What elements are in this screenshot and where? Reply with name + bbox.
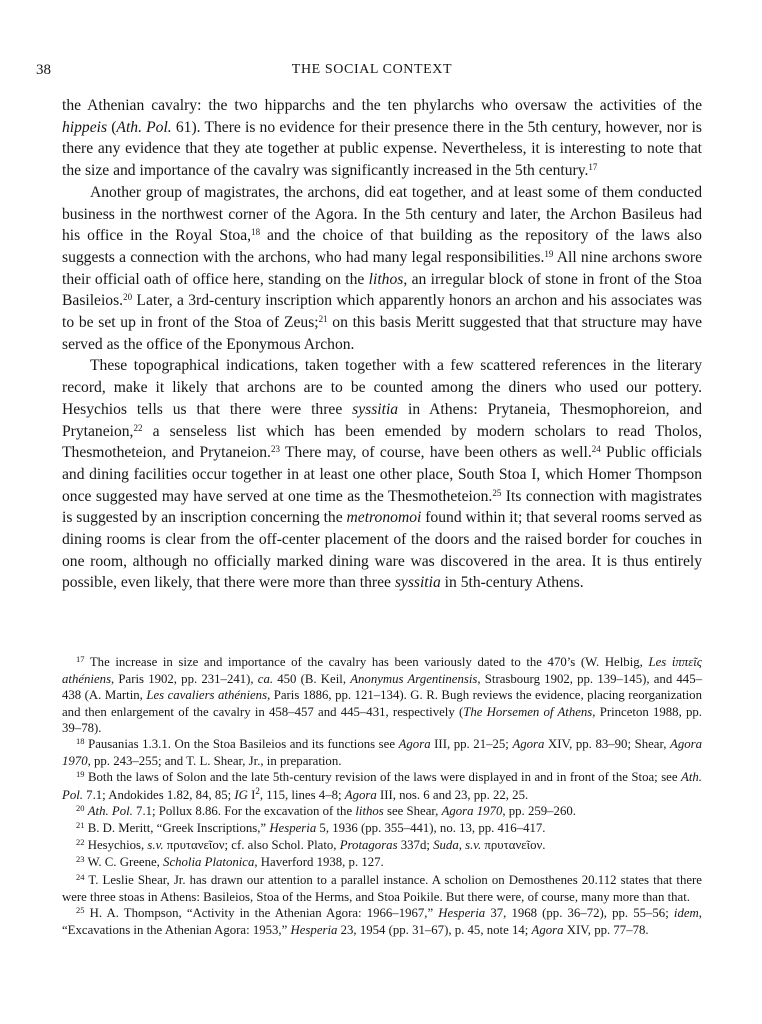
footnotes <box>62 654 702 938</box>
footnote-19: $^{19}$ Both the laws of Solon and the late 5th-century revision of the laws were displayed in and in front of the Stoa; see Ath. Pol. 7.1; Andokides 1.82, 84, 85; IG $I^2$, 115, lines 4–8; Agora III, nos. 6 and 23, pp. 22, 25. <box>62 769 702 802</box>
note-ref-23[interactable]: 23 <box>270 444 280 455</box>
footnote-22: $^{22}$ Hesychios, s.v. πρυτανεῖον; cf. also Schol. Plato, Protagoras 337d; Suda, s.v. πρυτανεῖον. <box>76 837 546 853</box>
running-header <box>36 62 708 82</box>
main-text <box>62 95 702 594</box>
page-number: 38 <box>36 62 51 78</box>
footnote-18: $^{18}$ Pausanias 1.3.1. On the Stoa Basileios and its functions see Agora III, pp. 21–25; Agora XIV, pp. 83–90; Shear, Agora 1970, pp. 243–255; and T. L. Shear, Jr., in preparation. <box>62 736 702 769</box>
footnote-17: $^{17}$ The increase in size and importance of the cavalry has been variously dated to the 470’s (W. Helbig, Les ἱππεῖς athéniens, Paris 1902, pp. 231–241), ca. 450 (B. Keil, Anonymus Argentinensis, Strasbourg 1902, pp. 139–145), and 445–438 (A. Martin, Les cavaliers athéniens, Paris 1886, pp. 121–134). G. R. Bugh reviews the evidence, placing reorganization and then enlargement of the cavalry in 458–457 and 445–431, respectively (The Horsemen of Athens, Princeton 1988, pp. 39–78). <box>62 654 702 735</box>
paragraph-1: the Athenian cavalry: the two hipparchs and the ten phylarchs who oversaw the activities of the hippeis (Ath. Pol. 61). There is no evidence for their presence there in the 5th century, however, nor is there any evidence that they ate together at public expense. Nevertheless, it is interesting to note that the size and importance of the cavalry was significantly increased in the 5th century.$^{17}$ <box>62 97 702 180</box>
footnote-21: $^{21}$ B. D. Meritt, “Greek Inscriptions,” Hesperia 5, 1936 (pp. 355–441), no. 13, pp. 416–417. <box>76 820 546 836</box>
running-title: THE SOCIAL CONTEXT <box>291 62 453 77</box>
note-ref-20[interactable]: 20 <box>123 292 133 303</box>
footnote-20: $^{20}$ Ath. Pol. 7.1; Pollux 8.86. For the excavation of the lithos see Shear, Agora 1970, pp. 259–260. <box>76 802 576 818</box>
note-ref-22[interactable]: 22 <box>133 422 143 433</box>
note-ref-24[interactable]: 24 <box>591 444 601 455</box>
note-ref-19[interactable]: 19 <box>544 248 554 259</box>
paragraph-2: Another group of magistrates, the archons, did eat together, and at least some of them conducted business in the northwest corner of the Agora. In the 5th century and later, the Archon Basileus had his office in the Royal Stoa,$^{18}$ and the choice of that building as the repository of the laws also suggests a connection with the archons, who had many legal responsibilities.$^{19}$ All nine archons swore their official oath of office here, standing on the lithos, an irregular block of stone in front of the Stoa Basileios.$^{20}$ Later, a 3rd-century inscription which apparently honors an archon and his associates was to be set up in front of the Stoa of Zeus;$^{21}$ on this basis Meritt suggested that that structure may have served as the office of the Eponymous Archon. <box>62 183 702 353</box>
note-ref-18[interactable]: 18 <box>251 227 261 238</box>
footnote-24: $^{24}$ T. Leslie Shear, Jr. has drawn our attention to a parallel instance. A scholion on Demosthenes 20.112 states that there were three stoas in Athens: Basileios, Stoa of the Herms, and Stoa Poikile. But there were, of course, many more than that. <box>62 871 702 904</box>
paragraph-3: These topographical indications, taken together with a few scattered references in the literary record, make it likely that archons are to be counted among the diners who used our pottery. Hesychios tells us that there were three syssitia in Athens: Prytaneia, Thesmophoreion, and Prytaneion,$^{22}$ a senseless list which has been emended by modern scholars to read Tholos, Thesmotheteion, and Prytaneion.$^{23}$ There may, of course, have been others as well.$^{24}$ Public officials and dining facilities occur together in at least one other place, South Stoa I, which Homer Thompson once suggested may have served at one time as the Thesmotheteion.$^{25}$ Its connection with magistrates is suggested by an inscription concerning the metronomoi found within it; that several rooms served as dining rooms is clear from the off-center placement of the doors and the raised border for couches in one room, although no officially marked dining ware was discovered in the area. It is thus entirely possible, even likely, that there were more than three syssitia in 5th-century Athens. <box>62 357 702 592</box>
note-ref-17[interactable]: 17 <box>588 162 598 173</box>
footnote-25: $^{25}$ H. A. Thompson, “Activity in the Athenian Agora: 1966–1967,” Hesperia 37, 1968 (pp. 36–72), pp. 55–56; idem, “Excavations in the Athenian Agora: 1953,” Hesperia 23, 1954 (pp. 31–67), p. 45, note 14; Agora XIV, pp. 77–78. <box>62 905 702 938</box>
note-ref-21[interactable]: 21 <box>318 314 328 325</box>
footnote-23: $^{23}$ W. C. Greene, Scholia Platonica, Haverford 1938, p. 127. <box>76 854 384 870</box>
note-ref-25[interactable]: 25 <box>492 487 502 498</box>
